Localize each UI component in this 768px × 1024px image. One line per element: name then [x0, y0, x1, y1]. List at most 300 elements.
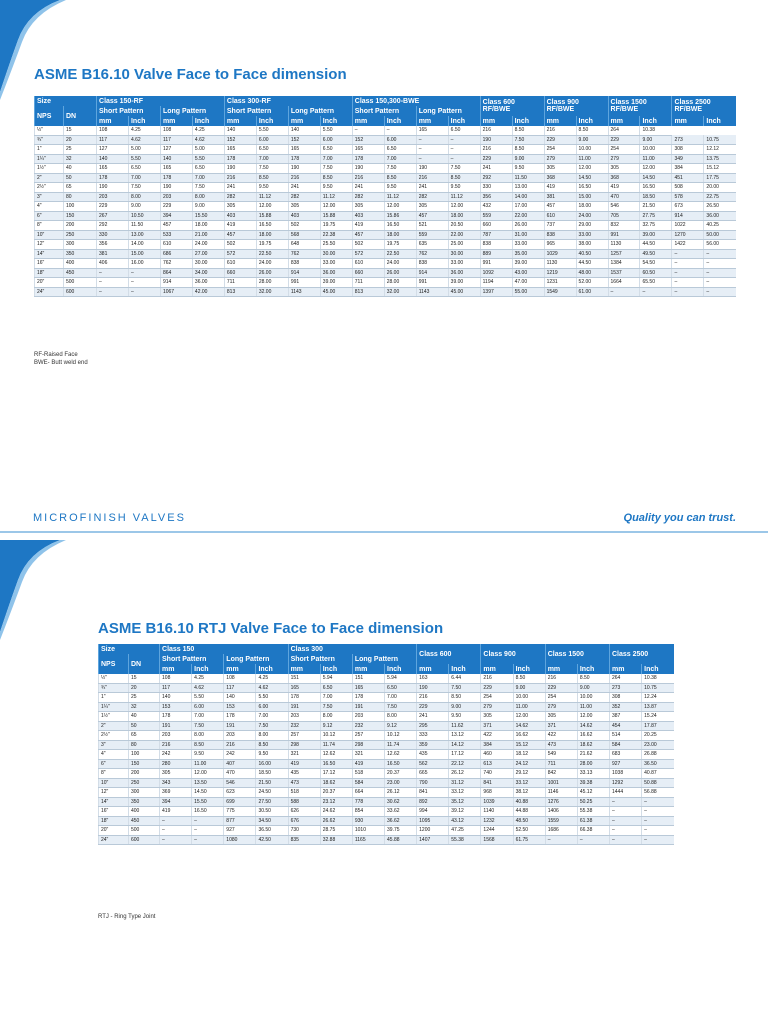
- table-cell: 178: [224, 712, 256, 722]
- class600-label: Class 600: [482, 99, 515, 106]
- table-cell: 60.50: [640, 268, 672, 278]
- table-row: [35, 192, 737, 202]
- table-cell: 9.12: [385, 721, 417, 731]
- top-corner-swoosh: [0, 0, 110, 110]
- table-cell: 1001: [545, 778, 577, 788]
- table-cell: 914: [288, 268, 320, 278]
- table-cell: 26.88: [642, 750, 674, 760]
- table-cell: 7.00: [256, 712, 288, 722]
- table-cell: 6.50: [320, 683, 352, 693]
- table-cell: 333: [417, 731, 449, 741]
- table-cell: 54.50: [640, 259, 672, 269]
- table-cell: 165: [288, 145, 320, 155]
- table-cell: 16.50: [192, 807, 224, 817]
- unit-header-inch: Inch: [192, 664, 224, 674]
- table-cell: 178: [160, 173, 192, 183]
- table-cell: 15.88: [256, 211, 288, 221]
- table-cell: 10.00: [577, 693, 609, 703]
- table-cell: 16.62: [513, 731, 545, 741]
- note-raised-face: RF-Raised Face: [34, 352, 78, 358]
- table-cell: 295: [417, 721, 449, 731]
- class2500-label: Class 2500: [674, 99, 711, 106]
- table-cell: 450: [64, 268, 97, 278]
- table-row: [99, 740, 675, 750]
- table-cell: 546: [224, 778, 256, 788]
- table-cell: 28.75: [320, 826, 352, 836]
- header-nps: NPS: [35, 106, 64, 126]
- table-cell: 15: [64, 126, 97, 135]
- table-cell: 7.00: [128, 173, 160, 183]
- table-cell: 108: [97, 126, 129, 135]
- table-cell: 108: [160, 126, 192, 135]
- table-row: [99, 731, 675, 741]
- table-cell: 56.88: [642, 788, 674, 798]
- table-row: [99, 826, 675, 836]
- header-size: Size: [99, 644, 160, 654]
- table-cell: 11.00: [192, 759, 224, 769]
- table-cell: 356: [97, 240, 129, 250]
- table-cell: 1194: [480, 278, 512, 288]
- table-cell: –: [97, 278, 129, 288]
- header-class2500: [672, 96, 736, 116]
- table-cell: 673: [672, 202, 704, 212]
- table-cell: 264: [609, 674, 641, 683]
- table-cell: 16": [99, 807, 129, 817]
- table-cell: 12.62: [320, 750, 352, 760]
- table-cell: –: [160, 835, 192, 845]
- table-cell: 242: [160, 750, 192, 760]
- table-cell: 419: [352, 759, 384, 769]
- table-cell: 36.00: [704, 211, 736, 221]
- table-cell: 403: [224, 211, 256, 221]
- table-cell: 394: [160, 797, 192, 807]
- table-cell: 470: [608, 192, 640, 202]
- table-cell: 229: [544, 135, 576, 145]
- unit-header-mm: mm: [544, 116, 576, 126]
- table-cell: 232: [352, 721, 384, 731]
- table-cell: 457: [160, 221, 192, 231]
- table-cell: 292: [97, 221, 129, 231]
- table-cell: 23.00: [385, 778, 417, 788]
- table-cell: 19.75: [256, 240, 288, 250]
- table-cell: 12.00: [576, 164, 608, 174]
- unit-header-mm: mm: [672, 116, 704, 126]
- table-cell: 968: [481, 788, 513, 798]
- table-cell: 241: [416, 183, 448, 193]
- table-cell: 635: [416, 240, 448, 250]
- table-cell: –: [672, 278, 704, 288]
- table-cell: 140: [224, 693, 256, 703]
- table-cell: 216: [160, 740, 192, 750]
- table-cell: 8.50: [448, 173, 480, 183]
- table-cell: 1143: [288, 287, 320, 297]
- table-cell: 305: [224, 202, 256, 212]
- table-cell: 384: [672, 164, 704, 174]
- table-cell: 660: [352, 268, 384, 278]
- table-cell: 10.75: [704, 135, 736, 145]
- table-cell: 32.00: [256, 287, 288, 297]
- table-cell: 305: [416, 202, 448, 212]
- table-cell: 1422: [672, 240, 704, 250]
- table-cell: –: [128, 268, 160, 278]
- table-cell: 1219: [544, 268, 576, 278]
- table-cell: 10.12: [385, 731, 417, 741]
- table-cell: 56.00: [704, 240, 736, 250]
- table-cell: –: [704, 259, 736, 269]
- table-cell: 4.25: [192, 126, 224, 135]
- table-cell: 2": [99, 721, 129, 731]
- table-cell: 12.24: [642, 693, 674, 703]
- table-cell: 790: [417, 778, 449, 788]
- table-cell: 216: [544, 126, 576, 135]
- table-cell: 36.00: [320, 268, 352, 278]
- table-cell: 23.00: [642, 740, 674, 750]
- table-cell: 26.12: [449, 769, 481, 779]
- table-cell: 305: [608, 164, 640, 174]
- table-cell: 368: [608, 173, 640, 183]
- table-cell: 368: [544, 173, 576, 183]
- table-cell: 165: [352, 683, 384, 693]
- table-cell: –: [642, 797, 674, 807]
- table-cell: –: [416, 135, 448, 145]
- table-cell: 7.00: [320, 693, 352, 703]
- table-cell: 24.00: [256, 259, 288, 269]
- table-cell: 4": [99, 750, 129, 760]
- table-cell: 216: [481, 674, 513, 683]
- table-cell: 1200: [417, 826, 449, 836]
- table-cell: 27.50: [256, 797, 288, 807]
- table-cell: 280: [160, 759, 192, 769]
- note-ring-type-joint: RTJ - Ring Type Joint: [98, 914, 156, 920]
- table-cell: 11.00: [576, 154, 608, 164]
- table-cell: 381: [97, 249, 129, 259]
- header-dn: DN: [64, 106, 97, 126]
- table-cell: 9.12: [320, 721, 352, 731]
- table-cell: 26.00: [384, 268, 416, 278]
- table-cell: 191: [352, 702, 384, 712]
- table-cell: 38.12: [513, 788, 545, 798]
- table-row: [35, 240, 737, 250]
- table-cell: 994: [417, 807, 449, 817]
- table-cell: 49.50: [640, 249, 672, 259]
- table-cell: 7.00: [256, 154, 288, 164]
- table-cell: 838: [416, 259, 448, 269]
- table-cell: 203: [288, 712, 320, 722]
- table-cell: 12.00: [448, 202, 480, 212]
- table-cell: 32.75: [640, 221, 672, 231]
- table-cell: 387: [609, 712, 641, 722]
- table-cell: 381: [544, 192, 576, 202]
- table-cell: 5.50: [192, 693, 224, 703]
- table-cell: 403: [288, 211, 320, 221]
- table-cell: 30.00: [192, 259, 224, 269]
- table-cell: 4.62: [256, 683, 288, 693]
- table-cell: 22.00: [512, 211, 544, 221]
- table-cell: 451: [672, 173, 704, 183]
- table-cell: 18": [35, 268, 64, 278]
- table-cell: –: [642, 816, 674, 826]
- table-cell: 7.00: [192, 712, 224, 722]
- table-cell: 500: [129, 826, 160, 836]
- table-row: [99, 769, 675, 779]
- unit-header-mm: mm: [352, 116, 384, 126]
- table-cell: 8.50: [576, 126, 608, 135]
- unit-header-inch: Inch: [128, 116, 160, 126]
- table-cell: 165: [160, 164, 192, 174]
- table-cell: 502: [352, 240, 384, 250]
- table-cell: –: [642, 835, 674, 845]
- table-cell: 1½": [35, 164, 64, 174]
- table-cell: 350: [129, 797, 160, 807]
- table-cell: 117: [160, 683, 192, 693]
- table-cell: 43.00: [512, 268, 544, 278]
- header-long-pattern: Long Pattern: [160, 106, 224, 116]
- table-cell: 15.12: [704, 164, 736, 174]
- table-cell: 1": [35, 145, 64, 155]
- header-dn: DN: [129, 654, 160, 674]
- table-cell: 8.50: [577, 674, 609, 683]
- table-cell: 20.37: [320, 788, 352, 798]
- table-cell: –: [416, 154, 448, 164]
- table-cell: 21.50: [640, 202, 672, 212]
- table-cell: 683: [609, 750, 641, 760]
- table-cell: 6.50: [448, 126, 480, 135]
- table-cell: 203: [352, 712, 384, 722]
- table-cell: 24.00: [384, 259, 416, 269]
- table-cell: 7.00: [384, 154, 416, 164]
- table-cell: 1039: [481, 797, 513, 807]
- class900-label: Class 900: [546, 99, 579, 106]
- table-cell: 521: [416, 221, 448, 231]
- table-row: [35, 145, 737, 155]
- table-cell: 24.00: [192, 240, 224, 250]
- table-cell: 8.00: [192, 731, 224, 741]
- table-cell: 14.50: [192, 788, 224, 798]
- table-cell: 36.00: [192, 278, 224, 288]
- table-cell: 16.50: [640, 183, 672, 193]
- table-cell: 1257: [608, 249, 640, 259]
- table-cell: 584: [352, 778, 384, 788]
- table-cell: 24.12: [513, 759, 545, 769]
- table-cell: 9.00: [513, 683, 545, 693]
- table-cell: 18": [99, 816, 129, 826]
- table-cell: 11.50: [128, 221, 160, 231]
- table-cell: 292: [480, 173, 512, 183]
- table-cell: 572: [224, 249, 256, 259]
- table-cell: 432: [480, 202, 512, 212]
- table-cell: 26.50: [704, 202, 736, 212]
- table-cell: 26.12: [385, 788, 417, 798]
- table-cell: 7.50: [320, 164, 352, 174]
- table-cell: 10": [99, 778, 129, 788]
- table-cell: 12.00: [256, 202, 288, 212]
- table-cell: 730: [288, 826, 320, 836]
- table-cell: 178: [288, 693, 320, 703]
- table-cell: 30.62: [385, 797, 417, 807]
- table-cell: 546: [608, 202, 640, 212]
- table-row: [35, 221, 737, 231]
- table-cell: 13.12: [449, 731, 481, 741]
- table-cell: 191: [160, 721, 192, 731]
- table-cell: 18.62: [320, 778, 352, 788]
- table-cell: 31.12: [449, 778, 481, 788]
- table-cell: 12.00: [384, 202, 416, 212]
- table-cell: 762: [288, 249, 320, 259]
- table-cell: 572: [352, 249, 384, 259]
- table-cell: 7.50: [449, 683, 481, 693]
- table-cell: 6.50: [385, 683, 417, 693]
- table-cell: 5.50: [320, 126, 352, 135]
- header-class150300bwe: Class 150,300-BWE: [352, 96, 480, 106]
- table-cell: 841: [481, 778, 513, 788]
- table-cell: 66.38: [577, 826, 609, 836]
- table-cell: –: [609, 797, 641, 807]
- table-cell: 419: [160, 807, 192, 817]
- table-row: [99, 759, 675, 769]
- table-cell: 3": [99, 740, 129, 750]
- table-cell: 15.12: [513, 740, 545, 750]
- table-cell: 20.00: [704, 183, 736, 193]
- table-cell: –: [672, 287, 704, 297]
- table-cell: 9.00: [640, 135, 672, 145]
- table-cell: 5.94: [385, 674, 417, 683]
- table-cell: –: [704, 249, 736, 259]
- header-class300: Class 300: [288, 644, 417, 654]
- table-cell: 533: [160, 230, 192, 240]
- table-cell: 264: [608, 126, 640, 135]
- table-cell: 216: [417, 693, 449, 703]
- table-cell: 419: [544, 183, 576, 193]
- unit-header-inch: Inch: [513, 664, 545, 674]
- table-cell: 254: [608, 145, 640, 155]
- table-cell: 473: [288, 778, 320, 788]
- table-cell: 8.00: [320, 712, 352, 722]
- table-cell: 229: [480, 154, 512, 164]
- table-cell: 32: [129, 702, 160, 712]
- table-cell: 914: [672, 211, 704, 221]
- table-cell: 7.50: [256, 721, 288, 731]
- table-cell: 7.50: [128, 183, 160, 193]
- table-cell: 305: [545, 712, 577, 722]
- table-cell: 10.00: [640, 145, 672, 155]
- table-cell: 8.00: [192, 192, 224, 202]
- table-cell: 18.12: [513, 750, 545, 760]
- table-cell: 14.50: [640, 173, 672, 183]
- table-cell: 6.00: [192, 702, 224, 712]
- table-cell: 273: [609, 683, 641, 693]
- table-cell: 31.00: [512, 230, 544, 240]
- table-cell: 140: [224, 126, 256, 135]
- table-cell: –: [608, 287, 640, 297]
- table-row: [99, 750, 675, 760]
- table-cell: 10.75: [642, 683, 674, 693]
- table-cell: 321: [352, 750, 384, 760]
- table-cell: 371: [481, 721, 513, 731]
- table-row: [99, 797, 675, 807]
- table-cell: –: [642, 807, 674, 817]
- header-class600: Class 600: [417, 644, 481, 664]
- unit-header-mm: mm: [224, 116, 256, 126]
- table-cell: –: [704, 278, 736, 288]
- table-cell: 39.12: [449, 807, 481, 817]
- table-cell: –: [704, 287, 736, 297]
- table-cell: 165: [352, 145, 384, 155]
- table-cell: 435: [288, 769, 320, 779]
- table-cell: 38.00: [576, 240, 608, 250]
- table-cell: 65: [64, 183, 97, 193]
- table-cell: 419: [608, 183, 640, 193]
- table-cell: –: [704, 268, 736, 278]
- table-cell: 7.00: [385, 693, 417, 703]
- table-row: [35, 164, 737, 174]
- table-cell: 705: [608, 211, 640, 221]
- header-class300rf: Class 300-RF: [224, 96, 352, 106]
- table-cell: 610: [160, 240, 192, 250]
- table-cell: 7.50: [448, 164, 480, 174]
- table-cell: 1038: [609, 769, 641, 779]
- table-cell: 8.50: [256, 173, 288, 183]
- header-short-pattern: Short Pattern: [352, 106, 416, 116]
- table-cell: 2½": [35, 183, 64, 193]
- table-cell: 991: [288, 278, 320, 288]
- table-cell: 241: [224, 183, 256, 193]
- table-cell: 27.00: [192, 249, 224, 259]
- table-cell: 14": [35, 249, 64, 259]
- table-cell: 1664: [608, 278, 640, 288]
- table-cell: 45.88: [385, 835, 417, 845]
- table-cell: –: [192, 826, 224, 836]
- table-cell: 39.00: [320, 278, 352, 288]
- table-cell: 892: [417, 797, 449, 807]
- table-cell: 813: [352, 287, 384, 297]
- table-cell: 108: [160, 674, 192, 683]
- table-cell: 11.74: [385, 740, 417, 750]
- table-cell: 10": [35, 230, 64, 240]
- table-cell: 24": [99, 835, 129, 845]
- table-cell: 100: [64, 202, 97, 212]
- table-cell: 11.12: [256, 192, 288, 202]
- unit-header-mm: mm: [97, 116, 129, 126]
- unit-header-mm: mm: [416, 116, 448, 126]
- table-cell: –: [672, 249, 704, 259]
- table-cell: 36.50: [642, 759, 674, 769]
- table-cell: 6": [35, 211, 64, 221]
- table-cell: 151: [352, 674, 384, 683]
- table-cell: 39.38: [577, 778, 609, 788]
- table-cell: 50.00: [704, 230, 736, 240]
- table-cell: 39.00: [448, 278, 480, 288]
- table-cell: 20: [64, 135, 97, 145]
- table-cell: 14.62: [513, 721, 545, 731]
- table-cell: 190: [224, 164, 256, 174]
- table-cell: 9.00: [128, 202, 160, 212]
- header-size: Size: [35, 96, 97, 106]
- unit-header-inch: Inch: [256, 116, 288, 126]
- table-cell: 55.38: [577, 807, 609, 817]
- table-row: [99, 674, 675, 683]
- header-long-pattern: Long Pattern: [352, 654, 416, 664]
- table-cell: 403: [352, 211, 384, 221]
- table-cell: 152: [224, 135, 256, 145]
- table-cell: 10.00: [513, 693, 545, 703]
- table-cell: 216: [480, 145, 512, 155]
- table-cell: 12.00: [640, 164, 672, 174]
- unit-header-mm: mm: [352, 664, 384, 674]
- table-cell: 33.12: [513, 778, 545, 788]
- table-cell: 10.50: [128, 211, 160, 221]
- table-cell: 841: [417, 788, 449, 798]
- table-cell: 13.87: [642, 702, 674, 712]
